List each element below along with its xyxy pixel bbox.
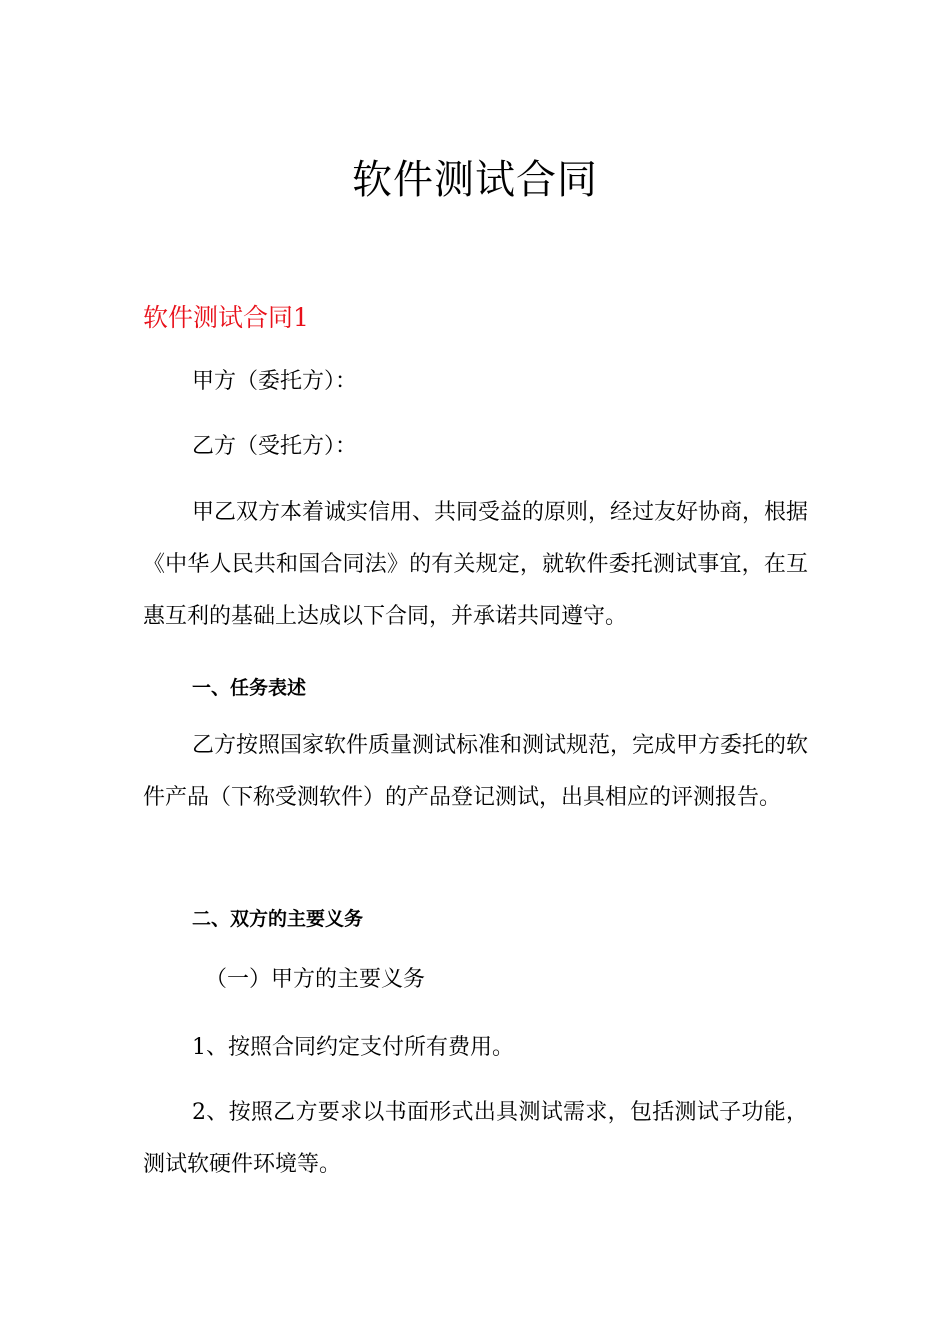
obligation-item-2: 2、按照乙方要求以书面形式出具测试需求，包括测试子功能，测试软硬件环境等。 [143, 1100, 808, 1177]
document-title: 软件测试合同 [352, 157, 598, 203]
article-1-body: 乙方按照国家软件质量测试标准和测试规范，完成甲方委托的软件产品（下称受测软件）的产品登记测试，出具相应的评测报告。 [143, 733, 809, 810]
section-heading: 软件测试合同1 [143, 303, 309, 332]
party-a-line: 甲方（委托方）： [192, 369, 358, 394]
article-2-heading: 二、双方的主要义务 [192, 908, 364, 930]
preamble-paragraph: 甲乙双方本着诚实信用、共同受益的原则，经过友好协商，根据《中华人民共和国合同法》的有关规定，就软件委托测试事宜，在互惠互利的基础上达成以下合同，并承诺共同遵守。 [143, 500, 809, 629]
party-b-line: 乙方（受托方）： [192, 434, 358, 459]
obligation-item-1: 1、按照合同约定支付所有费用。 [192, 1035, 514, 1060]
article-2-subheading: （一）甲方的主要义务 [205, 967, 426, 992]
article-1-heading: 一、任务表述 [192, 677, 307, 699]
